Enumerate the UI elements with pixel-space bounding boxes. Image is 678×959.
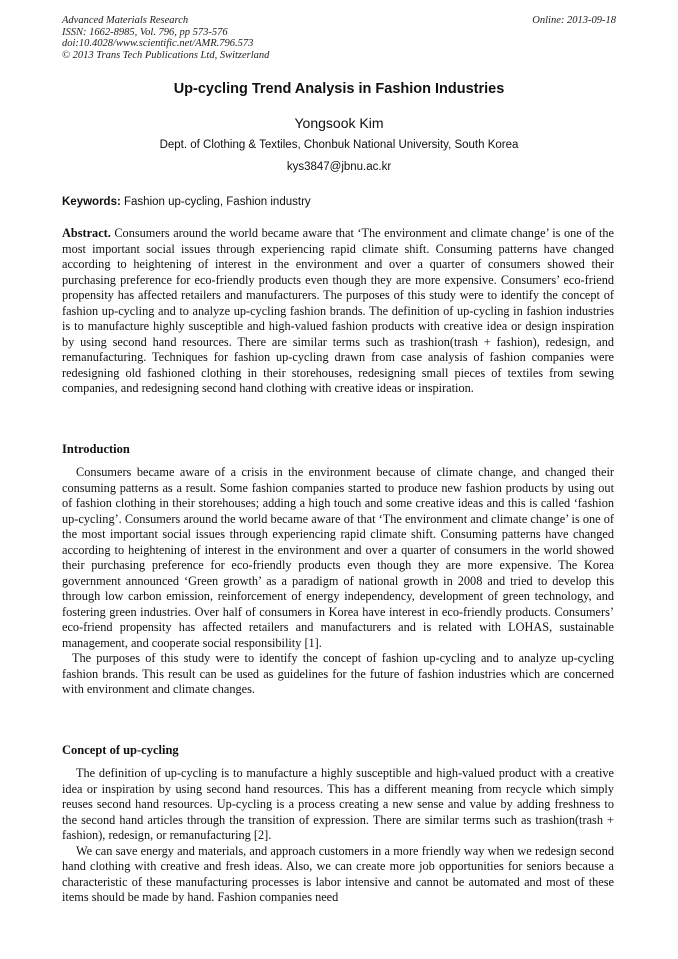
introduction-paragraph-1: Consumers became aware of a crisis in the environment because of climate change, and changed their consuming patterns as a result. Some fashion companies started to produce new fashion products by using out of fashion clothing in their storehouses; adding a high touch and some creative ideas and this is called ‘fashion up-cycling’. Consumers around the world became aware of that ‘The environment and climate change’ is one of the most important social issues through experiencing rapid climate shift. Consuming patterns have changed according to heightening of interest in the environment and over a quarter of consumers in the world showed their purchasing preference for eco-friendly products even though they are more expensive. The Korea government announced ‘Green growth’ as a paradigm of national growth in 2008 and tried to develop this through low carbon emission, reinforcement of energy independency, development of green technology, and fostering green industries. Over half of consumers in Korea have interest in eco-friendly products. Consumers’ eco-friend propensity has affected retailers and manufacturers and is related with LOHAS, sustainable management, and cooperate social responsibility [1]. — [62, 465, 614, 650]
author-name: Yongsook Kim — [294, 115, 384, 131]
issn-line: ISSN: 1662-8985, Vol. 796, pp 573-576 — [62, 26, 228, 38]
keywords-label: Keywords: — [62, 196, 121, 208]
concept-heading: Concept of up-cycling — [62, 743, 179, 757]
concept-paragraph-1: The definition of up-cycling is to manufacture a highly susceptible and high-valued product with a creative idea or inspiration by using second hand resources. This has a different meaning from recycle which simply reuses second hand resources. Up-cycling is a process creating a new sense and value by adding freshness to the second hand articles through the transition of expression. There are similar terms such as trashion(trash + fashion), redesign, or remanufacturing [2]. — [62, 766, 614, 842]
concept-paragraph-2: We can save energy and materials, and approach customers in a more friendly way when we redesign second hand clothing with creative and fresh ideas. Also, we can create more job opportunities for seniors because a characteristic of these manufacturing processes is labor intensive and cannot be automated and most of these items should be made by hand. Fashion companies need — [62, 843, 614, 904]
journal-header — [62, 15, 269, 61]
doi-line: doi:10.4028/www.scientific.net/AMR.796.573 — [62, 38, 254, 50]
keywords — [62, 196, 614, 208]
abstract — [62, 226, 614, 397]
concept-body — [62, 766, 614, 906]
author-affiliation: Dept. of Clothing & Textiles, Chonbuk National University, South Korea — [159, 139, 519, 151]
paper-title: Up-cycling Trend Analysis in Fashion Industries — [173, 81, 505, 97]
author-email: kys3847@jbnu.ac.kr — [286, 161, 392, 173]
keywords-text: Fashion up-cycling, Fashion industry — [124, 196, 311, 208]
introduction-heading: Introduction — [62, 442, 130, 456]
journal-name: Advanced Materials Research — [62, 15, 189, 26]
abstract-label: Abstract. — [62, 226, 111, 240]
online-date: Online: 2013-09-18 — [532, 15, 616, 26]
introduction-paragraph-2: The purposes of this study were to identify the concept of fashion up-cycling and to analyze up-cycling fashion brands. This result can be used as guidelines for the future of fashion industries which are concerned with environment and climate changes. — [62, 651, 614, 696]
introduction-body — [62, 465, 614, 698]
copyright-line: © 2013 Trans Tech Publications Ltd, Switzerland — [62, 49, 270, 61]
abstract-text: Consumers around the world became aware that ‘The environment and climate change’ is one of the most important social issues through experiencing rapid climate shift. Consuming patterns have changed according to heightening of interest in the environment and over a quarter of consumers showed their purchasing preference for eco-friendly products even though they are more expensive. Consumers’ eco-friend propensity has affected retailers and manufacturers. The purposes of this study were to identify the concept of fashion up-cycling and to analyze up-cycling fashion brands. The definition of up-cycling in fashion industries is to manufacture highly susceptible and high-valued fashion products with creative idea or design inspiration by using second hand resources. There are similar terms such as trashion(trash + fashion), redesign, and remanufacturing. Techniques for fashion up-cycling drawn from case analysis of fashion companies were redesigning old fashioned clothing in their storehouses, redesigning small pieces of textiles from sewing companies, and redesigning second hand clothing with creative ideas or inspiration. — [62, 226, 614, 395]
